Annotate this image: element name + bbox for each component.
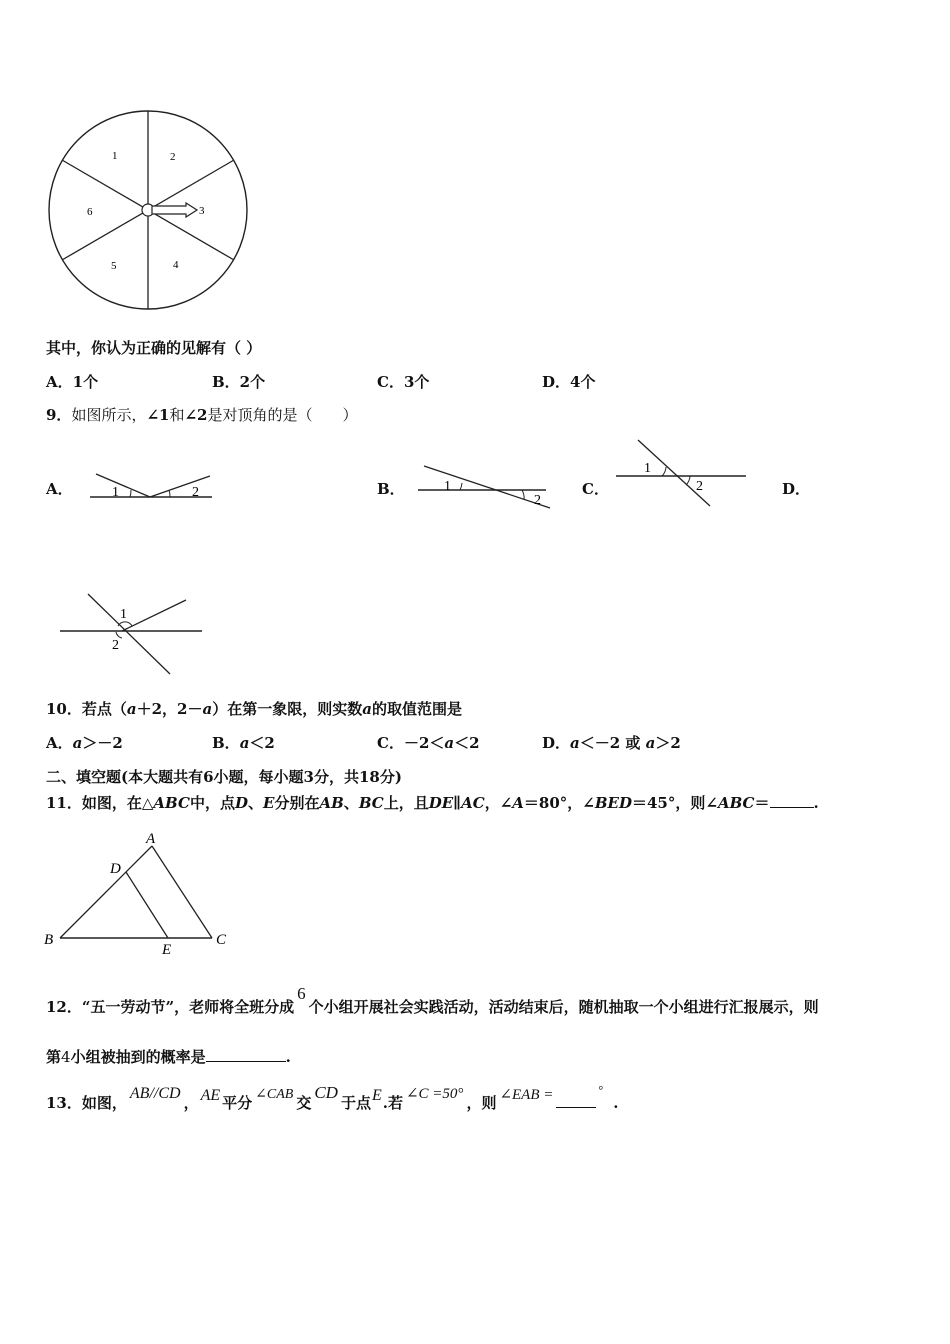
q9-figure-d: [56, 590, 206, 680]
q9-option-c: C．: [582, 480, 609, 498]
q11-label-D: D: [110, 861, 121, 877]
q12-line2: 第4小组被抽到的概率是 .: [46, 1048, 291, 1066]
q9-prompt-b: 是对顶角的是（ ）: [207, 406, 358, 424]
sector-6-label: 6: [87, 206, 93, 218]
q11-triangle-figure: [40, 826, 240, 961]
q11-label-C: C: [216, 932, 227, 948]
q8-option-d: D．4个: [542, 373, 596, 391]
q13-answer-blank[interactable]: [556, 1093, 596, 1108]
q10-text-d: 的取值范围是: [371, 700, 462, 718]
q10-option-d: D．a＜－2 或 a＞2: [542, 734, 681, 752]
q12-answer-blank[interactable]: [206, 1047, 286, 1062]
q11-question: 11．如图，在△ABC中，点D、E分别在AB、BC上，且DE∥AC，∠A＝80°，∠BED＝45°，则∠ABC＝ .: [46, 794, 819, 812]
q8-option-c: C．3个: [377, 373, 430, 391]
q9-number: 9．: [46, 406, 72, 424]
q11-label-E: E: [162, 942, 172, 958]
q10-var-3: a: [362, 700, 372, 718]
q11-label-B: B: [44, 932, 54, 948]
q10-option-b: B．a＜2: [212, 734, 275, 752]
q13-e: E: [371, 1087, 382, 1104]
q9-figure-a: [86, 468, 216, 504]
q8-option-a: A．1个: [46, 373, 99, 391]
q13-eab: ∠EAB =: [499, 1087, 554, 1103]
section-heading: 二、填空题(本大题共有6小题，每小题3分，共18分): [46, 768, 402, 786]
q9c-label-1: 1: [644, 461, 651, 476]
sector-4-label: 4: [173, 259, 179, 271]
q9d-label-1: 1: [120, 607, 127, 622]
q10-var-1: a: [126, 700, 137, 718]
q9-option-b: B．: [377, 480, 405, 498]
q10-option-c: C．－2＜a＜2: [377, 734, 480, 752]
q10-text-b: ＋2，2－: [136, 700, 203, 718]
q9-figure-b: [414, 460, 554, 512]
q9-figure-c: [612, 434, 752, 510]
q9-angle1: ∠1: [146, 406, 170, 424]
q13-cab: ∠CAB: [255, 1087, 294, 1102]
q13-ae: AE: [200, 1087, 221, 1104]
sector-3-label: 3: [199, 205, 205, 217]
q9a-label-1: 1: [112, 485, 119, 500]
q9-question: [46, 404, 358, 425]
spinner-figure: [40, 105, 255, 320]
q9-prompt-a: 如图所示，: [71, 406, 147, 424]
q9c-label-2: 2: [696, 479, 703, 494]
q10-text-c: ）在第一象限，则实数: [212, 700, 363, 718]
q9b-label-1: 1: [444, 479, 451, 494]
q9-option-d: D．: [782, 480, 811, 498]
q10-option-a: A．a＞－2: [46, 734, 123, 752]
q10-question: [46, 698, 462, 719]
q9a-label-2: 2: [192, 485, 199, 500]
q8-option-b: B．2个: [212, 373, 266, 391]
sector-1-label: 1: [112, 150, 118, 162]
q13-deg: °: [598, 1083, 604, 1097]
sector-5-label: 5: [111, 260, 117, 272]
q10-var-2: a: [202, 700, 213, 718]
q9-and: 和: [169, 406, 185, 424]
q13-cd: CD: [314, 1083, 338, 1102]
q9d-label-2: 2: [112, 638, 119, 653]
sector-2-label: 2: [170, 151, 176, 163]
q13-question: 13．如图，AB//CD， AE 平分 ∠CAB 交CD于点E.若 ∠C =50° ，则 ∠EAB = °.: [46, 1083, 619, 1112]
q12-line1: 12．“五一劳动节”，老师将全班分成6个小组开展社会实践活动，活动结束后，随机抽取一个小组进行汇报展示，则: [46, 984, 819, 1016]
q9b-label-2: 2: [534, 493, 541, 508]
q9-option-a: A．: [46, 480, 73, 498]
q9-angle2: ∠2: [184, 406, 208, 424]
q10-text-a: 若点（: [81, 700, 127, 718]
q11-answer-blank[interactable]: [770, 793, 814, 808]
q13-abcd: AB//CD: [129, 1085, 181, 1102]
q12-groups: 6: [297, 984, 306, 1003]
q11-label-A: A: [146, 831, 156, 847]
q10-number: 10．: [46, 700, 82, 718]
q8-prompt: 其中，你认为正确的见解有（ ）: [46, 339, 262, 357]
q13-angc: ∠C =50°: [405, 1086, 464, 1102]
